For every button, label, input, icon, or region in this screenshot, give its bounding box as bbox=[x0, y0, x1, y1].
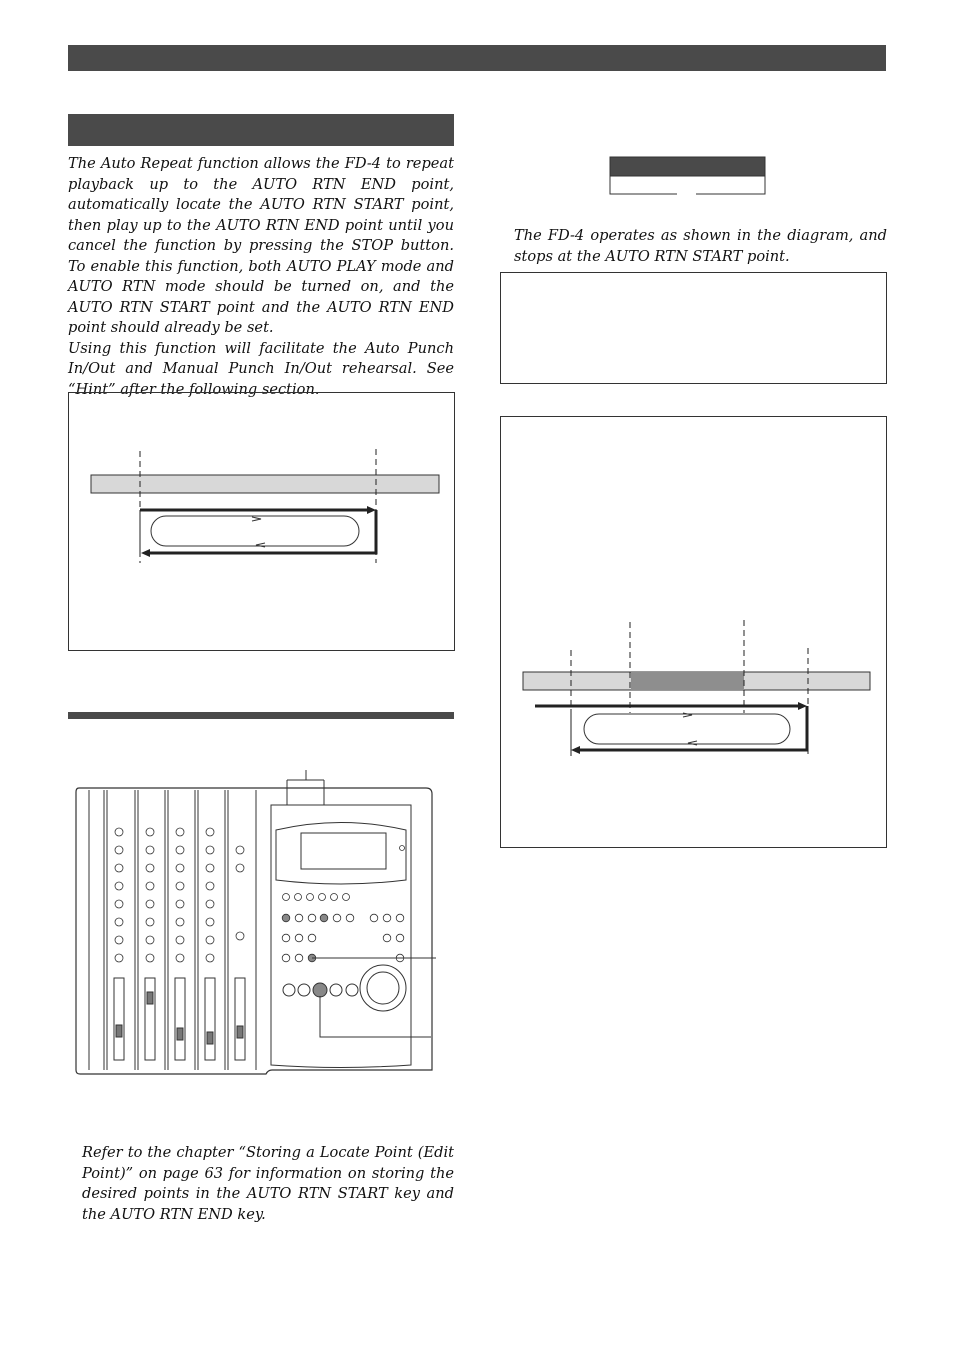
refer-paragraph: Refer to the chapter “Storing a Locate Point (Edit Point)” on page 63 for information on storing the desired points in the AUTO RTN START key and the AUTO RTN END key. bbox=[82, 1144, 454, 1223]
usage-paragraph: Using this function will facilitate the Auto Punch In/Out and Manual Punch In/Out rehearsal. See “Hint” after the following section. bbox=[68, 339, 454, 398]
operates-paragraph: The FD-4 operates as shown in the diagram, and stops at the AUTO RTN START point. bbox=[514, 227, 887, 265]
refer-text bbox=[82, 1143, 454, 1225]
section-rule bbox=[68, 712, 454, 719]
display-indicator-header bbox=[610, 157, 765, 176]
return-arrowhead bbox=[141, 549, 150, 557]
display-indicator bbox=[610, 157, 766, 195]
lcd-display bbox=[301, 833, 386, 869]
loop-forward-arrow bbox=[252, 517, 261, 521]
timeline-bar bbox=[91, 475, 439, 493]
note-box bbox=[500, 272, 887, 384]
punch-region bbox=[631, 672, 744, 690]
punch-repeat-diagram-graphic bbox=[501, 417, 888, 849]
display-indicator-body bbox=[610, 176, 765, 194]
intro-paragraph: The Auto Repeat function allows the FD-4 to repeat playback up to the AUTO RTN END point, automatically locate the AUTO RTN START point, then play up to the AUTO RTN END point until you cancel the function by pressing the STOP button. To enable this function, both AUTO PLAY mode and AUTO RTN mode should be turned on, and the AUTO RTN START point and the AUTO RTN END point should already be set. bbox=[68, 155, 454, 336]
intro-text bbox=[68, 154, 454, 400]
operates-text bbox=[514, 226, 887, 267]
return-path bbox=[579, 706, 807, 750]
return-arrowhead bbox=[571, 746, 580, 754]
auto-repeat-diagram bbox=[68, 392, 455, 651]
section-heading-bar bbox=[68, 114, 454, 146]
page-header-bar bbox=[68, 45, 886, 71]
repeat-loop bbox=[584, 714, 790, 744]
auto-repeat-diagram-graphic bbox=[69, 393, 456, 652]
fd4-panel-illustration bbox=[76, 770, 446, 1080]
punch-repeat-diagram bbox=[500, 416, 887, 848]
